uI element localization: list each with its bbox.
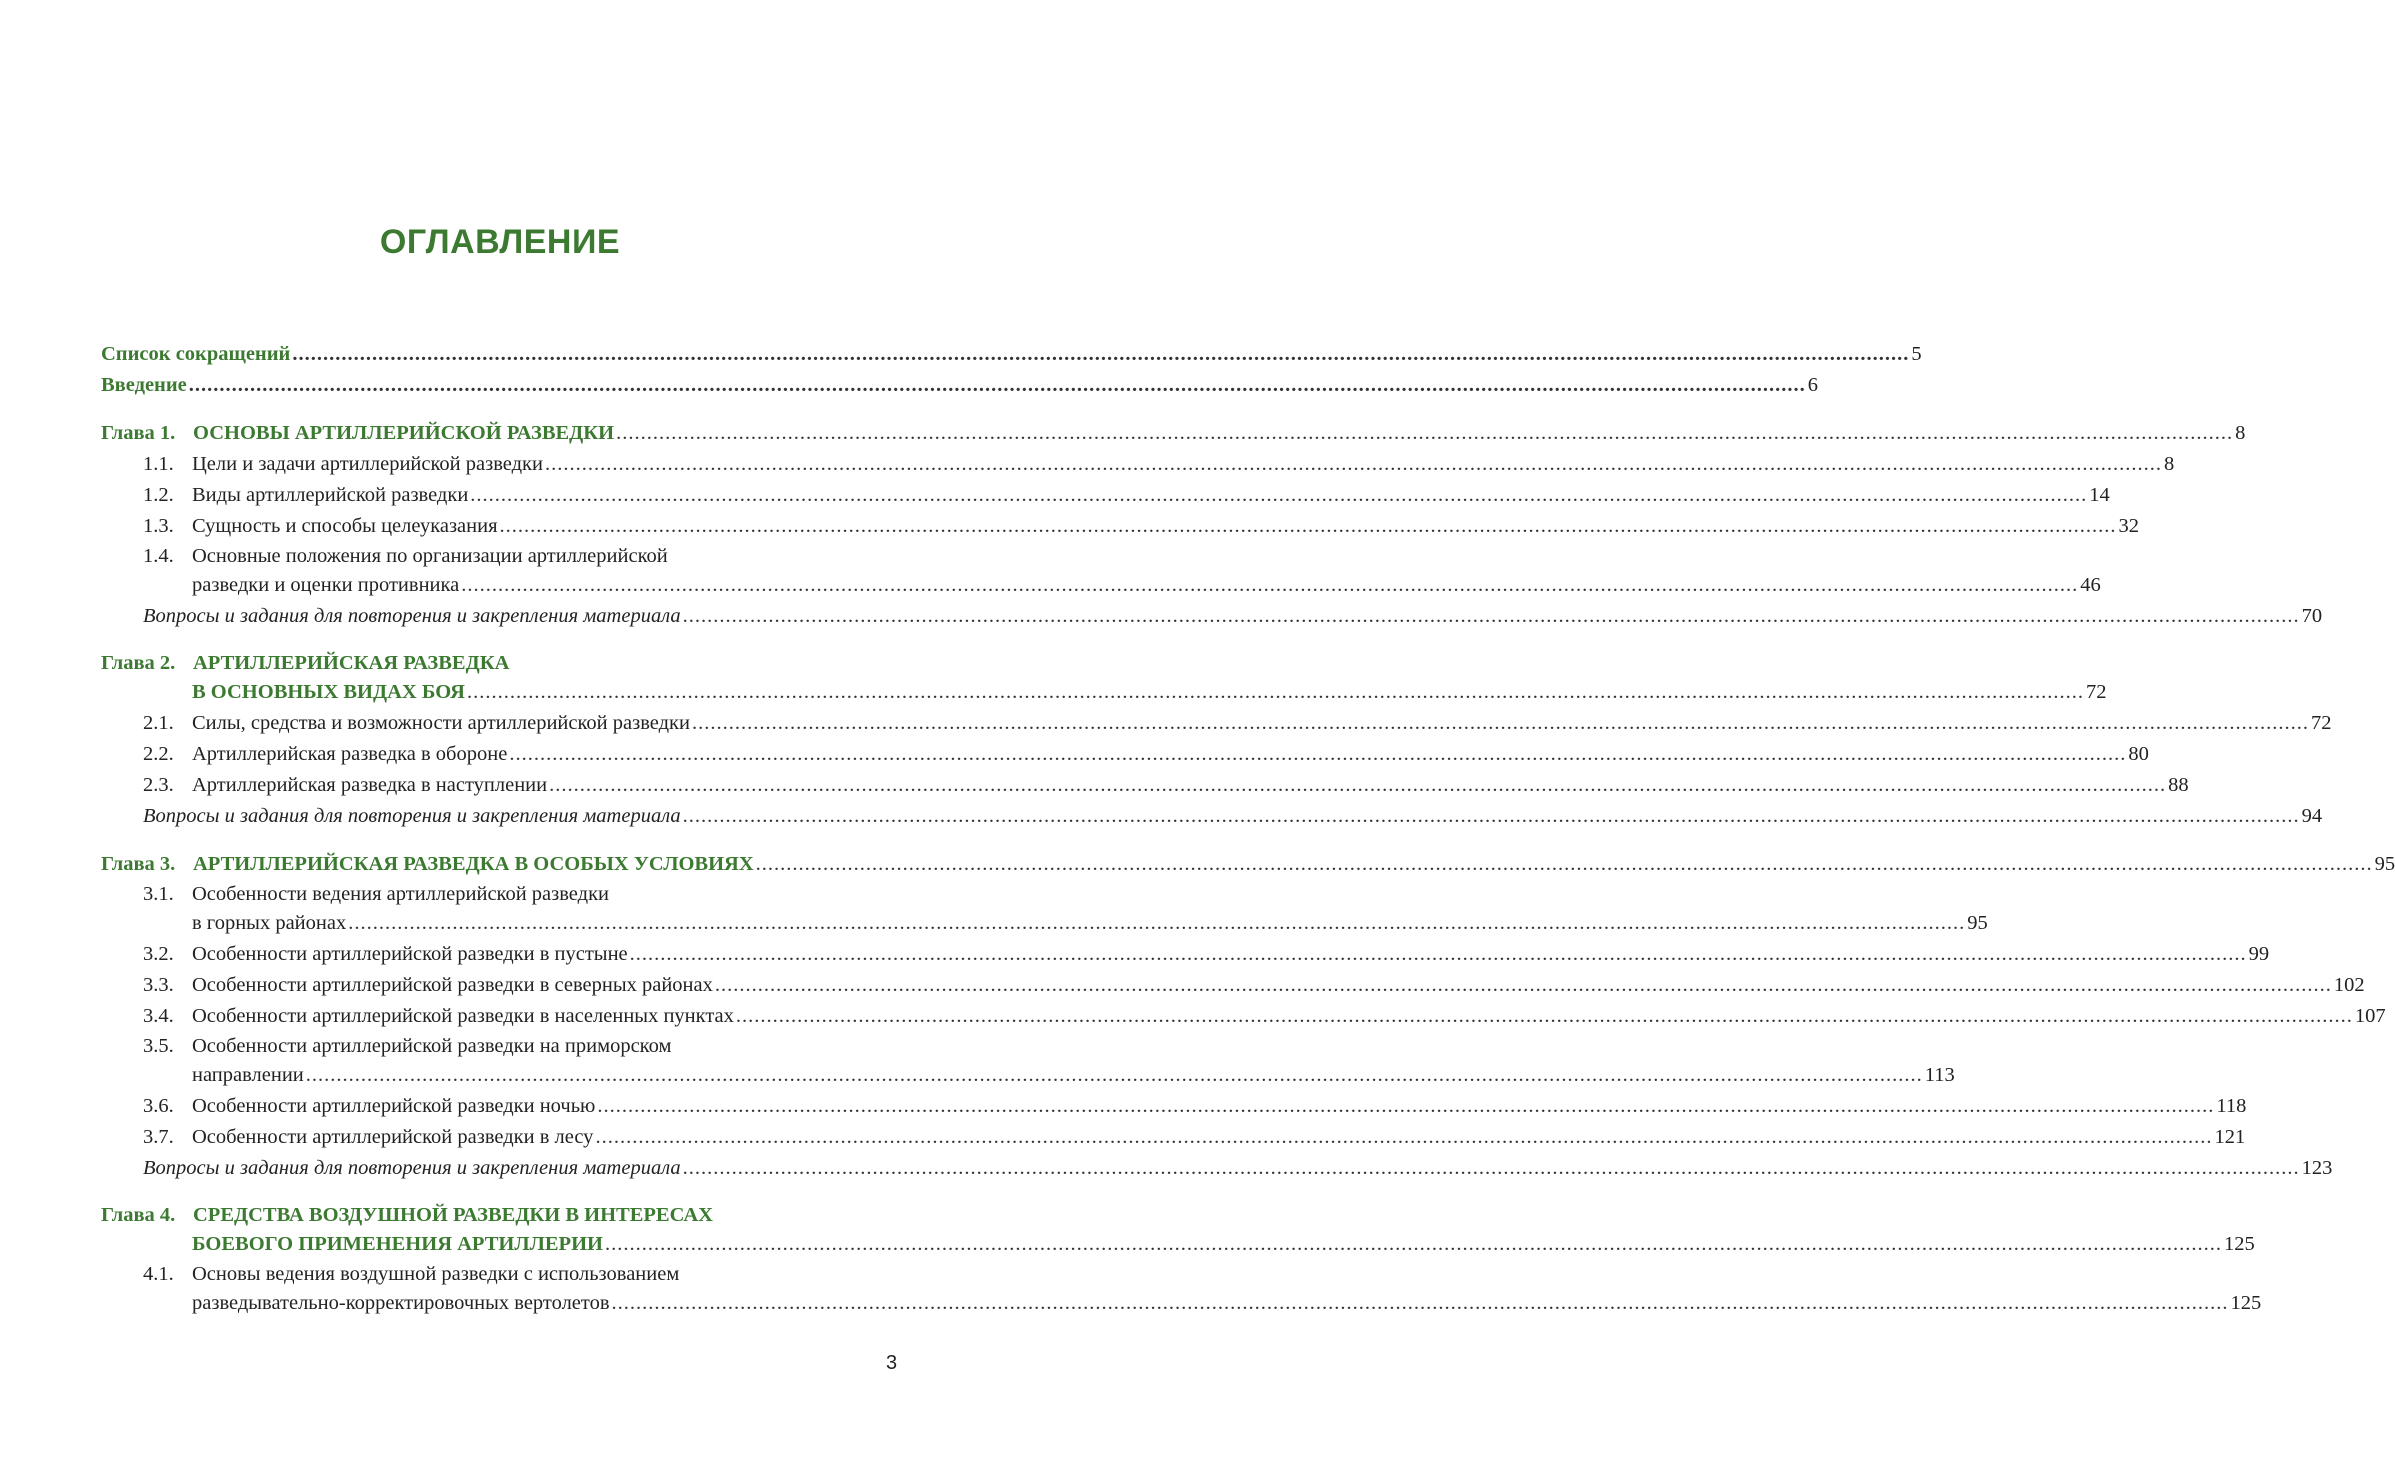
- toc-questions-3[interactable]: [101, 1153, 2333, 1184]
- toc-section-3-2[interactable]: [101, 939, 2270, 970]
- section-title: Виды артиллерийской разведки: [192, 484, 469, 506]
- entry-page: 125: [2223, 1233, 2255, 1255]
- chapter-label: Глава 1.: [101, 422, 176, 444]
- toc-section-2-2[interactable]: [101, 739, 2149, 770]
- page-title: ОГЛАВЛЕНИЕ: [379, 223, 621, 261]
- entry-page: 72: [2310, 712, 2332, 734]
- entry-page: 95: [1967, 912, 1988, 934]
- entry-page: 5: [1911, 343, 1922, 365]
- toc-section-2-1[interactable]: [101, 708, 2332, 739]
- chapter-title-continued: БОЕВОГО ПРИМЕНЕНИЯ АРТИЛЛЕРИИ: [192, 1233, 603, 1255]
- section-number: 3.5.: [143, 1035, 174, 1057]
- chapter-label: Глава 2.: [101, 652, 176, 674]
- toc-section-1-3[interactable]: [101, 511, 2140, 542]
- spacer: [101, 1184, 901, 1201]
- entry-page: 8: [2235, 422, 2246, 444]
- section-title: Цели и задачи артиллерийской разведки: [192, 453, 543, 475]
- entry-page: 46: [2080, 574, 2101, 596]
- section-title: Особенности артиллерийской разведки в пустыне: [192, 943, 628, 965]
- entry-page: 107: [2354, 1005, 2386, 1027]
- section-title: Особенности артиллерийской разведки в северных районах: [192, 974, 713, 996]
- entry-page: 72: [2085, 681, 2107, 703]
- leader-dots: ........................................................................................................................................................................................................................................................................: [616, 422, 2234, 444]
- section-title: Особенности артиллерийской разведки в лесу: [192, 1126, 594, 1148]
- leader-dots: ........................................................................................................................................................................................................................................................................: [499, 515, 2117, 537]
- leader-dots: ........................................................................................................................................................................................................................................................................: [682, 805, 2300, 827]
- toc-chapter-3[interactable]: [101, 849, 2395, 880]
- section-number: 1.4.: [143, 545, 174, 567]
- entry-page: 8: [2163, 453, 2175, 475]
- entry-page: 88: [2168, 774, 2189, 796]
- leader-dots: ........................................................................................................................................................................................................................................................................: [466, 681, 2084, 703]
- toc-section-3-4[interactable]: [101, 1001, 2386, 1032]
- section-title: Силы, средства и возможности артиллерийской разведки: [192, 712, 690, 734]
- entry-page: 118: [2216, 1095, 2247, 1117]
- section-number: 4.1.: [143, 1263, 174, 1285]
- toc-chapter-4-continued[interactable]: [101, 1229, 2255, 1260]
- leader-dots: ........................................................................................................................................................................................................................................................................: [188, 374, 1806, 396]
- section-title: Основы ведения воздушной разведки с использованием: [192, 1263, 680, 1285]
- toc-section-3-1-continued[interactable]: [101, 908, 1988, 939]
- leader-dots: ........................................................................................................................................................................................................................................................................: [755, 853, 2373, 875]
- entry-page: 80: [2128, 743, 2149, 765]
- toc-section-4-1[interactable]: [101, 1260, 901, 1288]
- leader-dots: ........................................................................................................................................................................................................................................................................: [305, 1064, 1923, 1086]
- toc-chapter-4[interactable]: [101, 1201, 901, 1229]
- toc-section-3-6[interactable]: [101, 1091, 2247, 1122]
- leader-dots: ........................................................................................................................................................................................................................................................................: [348, 912, 1966, 934]
- section-title: Особенности артиллерийской разведки ночью: [192, 1095, 596, 1117]
- leader-dots: ........................................................................................................................................................................................................................................................................: [629, 943, 2247, 965]
- toc-section-1-4-continued[interactable]: [101, 570, 2101, 601]
- section-number: 1.2.: [143, 484, 174, 506]
- chapter-title: ОСНОВЫ АРТИЛЛЕРИЙСКОЙ РАЗВЕДКИ: [193, 422, 615, 444]
- section-title: Основные положения по организации артиллерийской: [192, 545, 668, 567]
- spacer: [101, 401, 901, 418]
- questions-title: Вопросы и задания для повторения и закрепления материала: [143, 1157, 681, 1179]
- spacer: [101, 832, 901, 849]
- section-title: Особенности артиллерийской разведки в населенных пунктах: [192, 1005, 734, 1027]
- entry-page: 102: [2333, 974, 2365, 996]
- leader-dots: ........................................................................................................................................................................................................................................................................: [470, 484, 2088, 506]
- section-number: 3.2.: [143, 943, 174, 965]
- chapter-title: АРТИЛЛЕРИЙСКАЯ РАЗВЕДКА В ОСОБЫХ УСЛОВИЯХ: [193, 853, 754, 875]
- toc-section-2-3[interactable]: [101, 770, 2189, 801]
- leader-dots: ........................................................................................................................................................................................................................................................................: [549, 774, 2167, 796]
- section-number: 3.7.: [143, 1126, 174, 1148]
- section-title-continued: направлении: [192, 1064, 304, 1086]
- leader-dots: ........................................................................................................................................................................................................................................................................: [597, 1095, 2215, 1117]
- chapter-label: Глава 4.: [101, 1204, 176, 1226]
- section-title: Особенности артиллерийской разведки на приморском: [192, 1035, 672, 1057]
- toc-section-4-1-continued[interactable]: [101, 1288, 2262, 1319]
- toc-section-3-7[interactable]: [101, 1122, 2246, 1153]
- section-title: Артиллерийская разведка в обороне: [192, 743, 508, 765]
- toc-section-1-4[interactable]: [101, 542, 901, 570]
- leader-dots: ........................................................................................................................................................................................................................................................................: [509, 743, 2127, 765]
- section-title-continued: в горных районах: [192, 912, 347, 934]
- section-number: 3.4.: [143, 1005, 174, 1027]
- entry-page: 95: [2374, 853, 2395, 875]
- toc-chapter-2[interactable]: [101, 649, 901, 677]
- toc-section-1-1[interactable]: [101, 449, 2175, 480]
- section-title-continued: разведки и оценки противника: [192, 574, 460, 596]
- toc-chapter-2-continued[interactable]: [101, 677, 2107, 708]
- entry-title: Введение: [101, 374, 187, 396]
- section-number: 2.2.: [143, 743, 174, 765]
- page-number: 3: [886, 1352, 898, 1374]
- leader-dots: ........................................................................................................................................................................................................................................................................: [691, 712, 2309, 734]
- table-of-contents: [101, 339, 2395, 1319]
- toc-questions-2[interactable]: [101, 801, 2323, 832]
- entry-page: 32: [2118, 515, 2140, 537]
- section-number: 2.3.: [143, 774, 174, 796]
- section-number: 1.1.: [143, 453, 174, 475]
- leader-dots: ........................................................................................................................................................................................................................................................................: [735, 1005, 2353, 1027]
- toc-section-3-5[interactable]: [101, 1032, 901, 1060]
- entry-page: 94: [2301, 805, 2323, 827]
- entry-page: 113: [1924, 1064, 1955, 1086]
- toc-entry-abbreviations[interactable]: [101, 339, 1922, 370]
- entry-page: 125: [2230, 1292, 2262, 1314]
- leader-dots: ........................................................................................................................................................................................................................................................................: [604, 1233, 2222, 1255]
- toc-entry-introduction[interactable]: [101, 370, 1819, 401]
- leader-dots: ........................................................................................................................................................................................................................................................................: [714, 974, 2332, 996]
- section-title: Сущность и способы целеуказания: [192, 515, 498, 537]
- chapter-title: СРЕДСТВА ВОЗДУШНОЙ РАЗВЕДКИ В ИНТЕРЕСАХ: [193, 1204, 713, 1226]
- leader-dots: ........................................................................................................................................................................................................................................................................: [595, 1126, 2213, 1148]
- entry-page: 99: [2248, 943, 2270, 965]
- questions-title: Вопросы и задания для повторения и закрепления материала: [143, 805, 681, 827]
- section-number: 3.3.: [143, 974, 174, 996]
- entry-page: 6: [1807, 374, 1819, 396]
- toc-section-3-1[interactable]: [101, 880, 901, 908]
- section-number: 3.1.: [143, 883, 174, 905]
- leader-dots: ........................................................................................................................................................................................................................................................................: [611, 1292, 2229, 1314]
- toc-questions-1[interactable]: [101, 601, 2323, 632]
- questions-title: Вопросы и задания для повторения и закрепления материала: [143, 605, 681, 627]
- chapter-title: АРТИЛЛЕРИЙСКАЯ РАЗВЕДКА: [193, 652, 510, 674]
- leader-dots: ........................................................................................................................................................................................................................................................................: [461, 574, 2079, 596]
- entry-page: 70: [2301, 605, 2323, 627]
- toc-chapter-1[interactable]: [101, 418, 2246, 449]
- leader-dots: ........................................................................................................................................................................................................................................................................: [682, 605, 2300, 627]
- section-number: 2.1.: [143, 712, 174, 734]
- entry-page: 123: [2301, 1157, 2333, 1179]
- entry-title: Список сокращений: [101, 343, 291, 365]
- section-title-continued: разведывательно-корректировочных вертолетов: [192, 1292, 610, 1314]
- leader-dots: ........................................................................................................................................................................................................................................................................: [682, 1157, 2300, 1179]
- section-title: Особенности ведения артиллерийской разведки: [192, 883, 609, 905]
- entry-page: 14: [2089, 484, 2110, 506]
- chapter-title-continued: В ОСНОВНЫХ ВИДАХ БОЯ: [192, 681, 465, 703]
- toc-section-3-5-continued[interactable]: [101, 1060, 1955, 1091]
- leader-dots: ........................................................................................................................................................................................................................................................................: [544, 453, 2162, 475]
- chapter-label: Глава 3.: [101, 853, 176, 875]
- entry-page: 121: [2214, 1126, 2246, 1148]
- leader-dots: ........................................................................................................................................................................................................................................................................: [292, 343, 1910, 365]
- section-number: 1.3.: [143, 515, 174, 537]
- toc-section-3-3[interactable]: [101, 970, 2365, 1001]
- section-title: Артиллерийская разведка в наступлении: [192, 774, 548, 796]
- section-number: 3.6.: [143, 1095, 174, 1117]
- spacer: [101, 632, 901, 649]
- toc-section-1-2[interactable]: [101, 480, 2110, 511]
